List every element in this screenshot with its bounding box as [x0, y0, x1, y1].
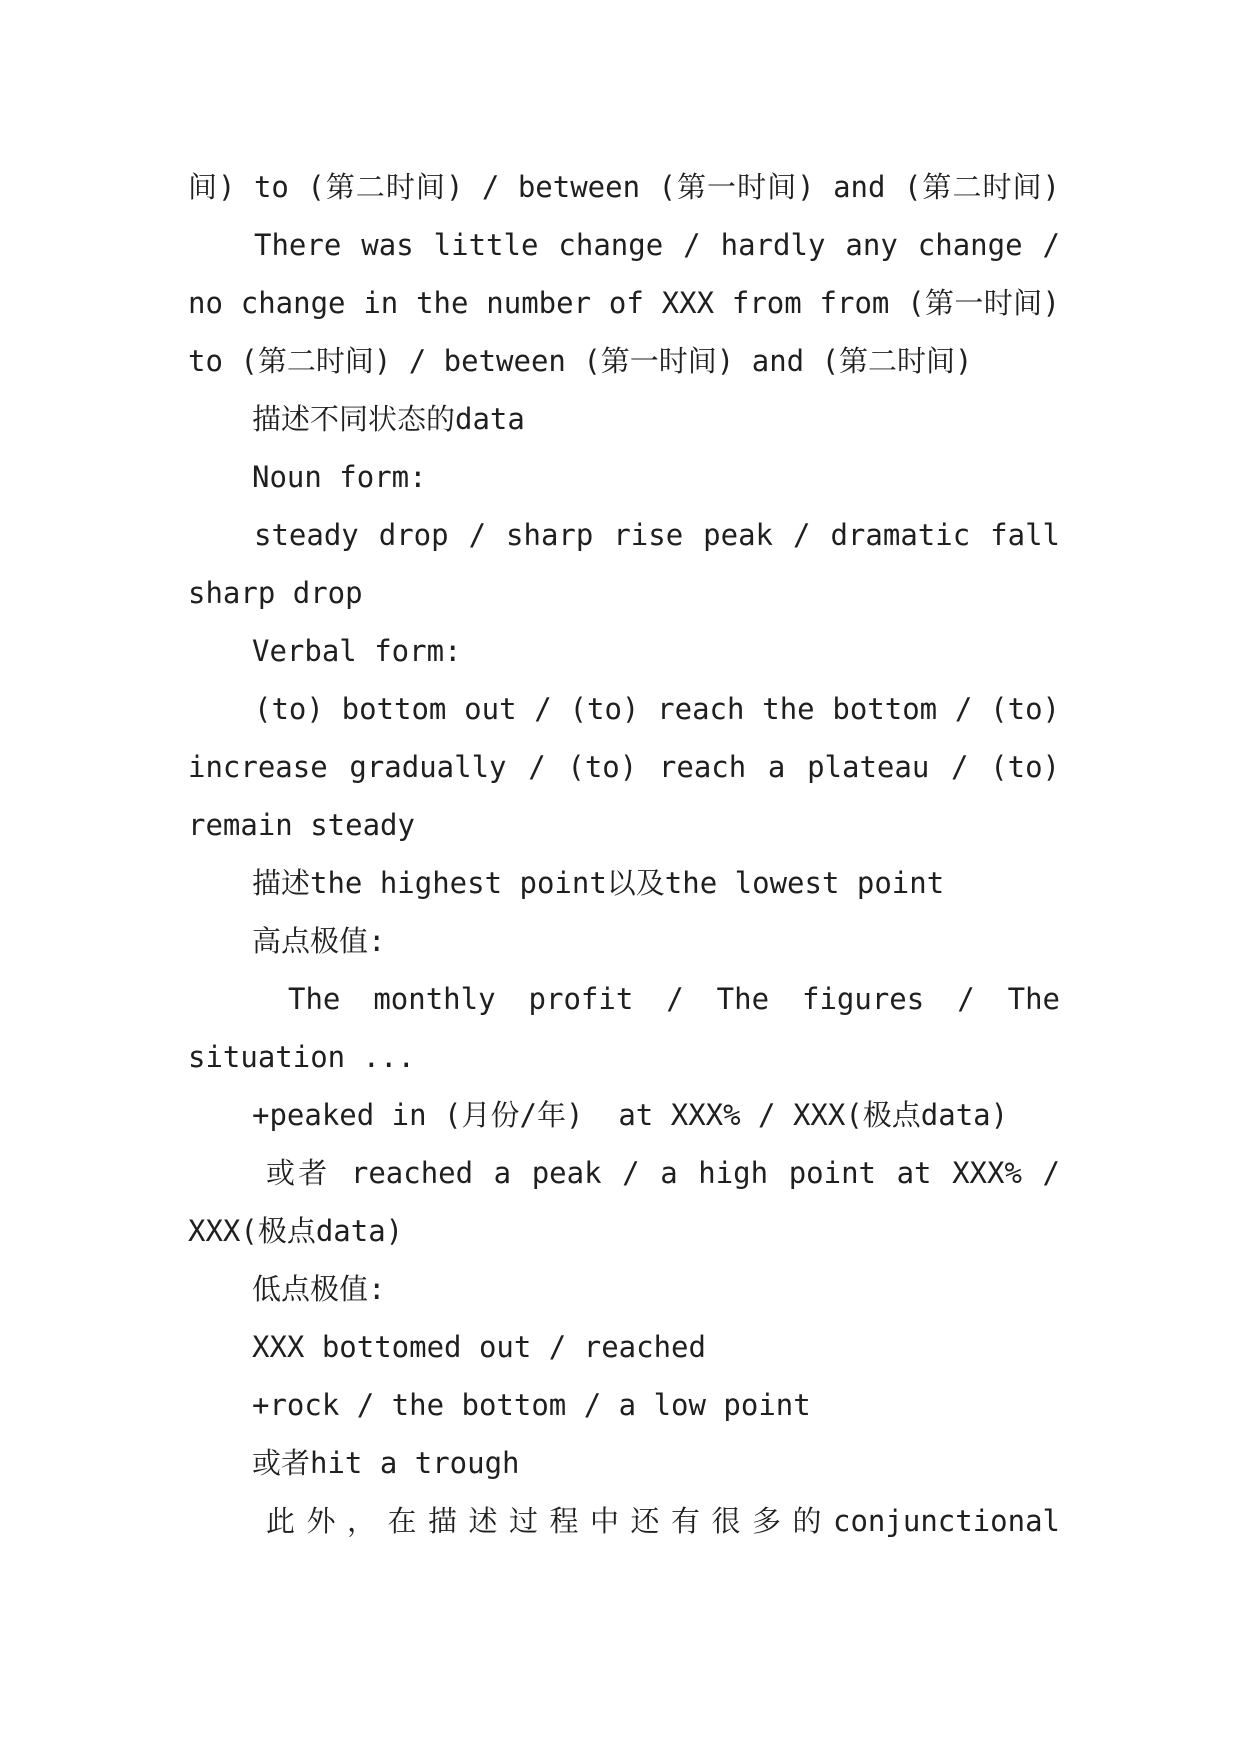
text-line-12: remain steady [188, 808, 415, 842]
text-line-23: 或者hit a trough [252, 1446, 520, 1480]
text-line-11: increase gradually / (to) reach a plateau / (to) [188, 750, 1060, 784]
document-body [188, 158, 1060, 1550]
text-line-2: There was little change / hardly any change / [254, 228, 1060, 262]
text-line-10: (to) bottom out / (to) reach the bottom / (to) [254, 692, 1060, 726]
text-line-7: steady drop / sharp rise peak / dramatic fall [254, 518, 1060, 552]
text-line-8: sharp drop [188, 576, 363, 610]
text-line-6: Noun form: [252, 460, 427, 494]
text-line-3: no change in the number of XXX from from (第一时间) [188, 286, 1060, 320]
text-line-21: XXX bottomed out / reached [252, 1330, 706, 1364]
text-line-14: 高点极值: [252, 924, 386, 958]
text-line-1: 间) to (第二时间) / between (第一时间) and (第二时间) [188, 170, 1060, 204]
text-line-16: situation ... [188, 1040, 415, 1074]
text-line-24: 此外，在描述过程中还有很多的conjunctional [266, 1504, 1060, 1538]
text-line-17: +peaked in (月份/年) at XXX% / XXX(极点data) [252, 1098, 1009, 1132]
text-line-4: to (第二时间) / between (第一时间) and (第二时间) [188, 344, 973, 378]
text-line-19: XXX(极点data) [188, 1214, 404, 1248]
text-line-15: The monthly profit / The figures / The [288, 982, 1060, 1016]
text-line-13: 描述the highest point以及the lowest point [252, 866, 945, 900]
text-line-9: Verbal form: [252, 634, 462, 668]
text-line-20: 低点极值: [252, 1272, 386, 1306]
text-line-5: 描述不同状态的data [252, 402, 525, 436]
text-line-22: +rock / the bottom / a low point [252, 1388, 811, 1422]
text-line-18: 或者 reached a peak / a high point at XXX% / [266, 1156, 1060, 1190]
